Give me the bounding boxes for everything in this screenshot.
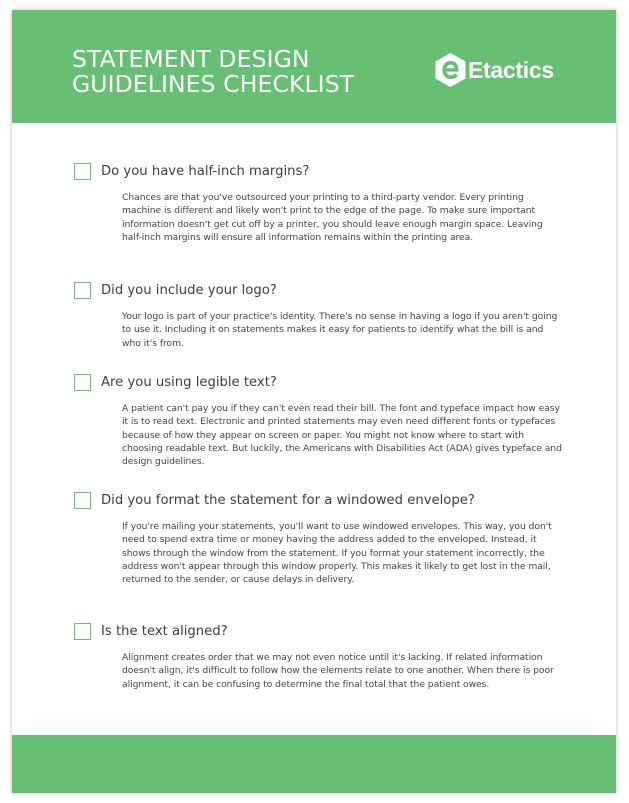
title-line-2: GUIDELINES CHECKLIST — [72, 70, 355, 98]
checklist-question: Is the text aligned? — [101, 624, 228, 639]
page-title — [72, 47, 354, 97]
checklist-answer: A patient can't pay you if they can't even read their bill. The font and typeface impact how easy it is to read text. Electronic and printed statements may even need different fonts or typefaces because of how they appear on screen or paper. You might not know where to start with choosing readable text. But luckily, the Americans with Disabilities Act (ADA) gives typeface and design guidelines. — [122, 403, 562, 468]
checklist-answer: Alignment creates order that we may not even notice until it's lacking. If related information doesn't align, it's difficult to follow how the elements relate to one another. When there is poor alignment, it can be confusing to determine the final total that the patient owes. — [122, 652, 554, 690]
checklist-answer: If you're mailing your statements, you'll want to use windowed envelopes. This way, you don't need to spend extra time or money having the address added to the enveloped. Instead, it shows through the window from the statement. If you format your statement incorrectly, the address won't appear through this window properly. This makes it likely to get lost in the mail, returned to the sender, or cause delays in delivery. — [122, 521, 552, 586]
checkbox[interactable] — [74, 623, 91, 640]
checklist-question: Did you format the statement for a windowed envelope? — [101, 493, 475, 508]
header-banner — [12, 10, 616, 123]
checklist-answer: Chances are that you've outsourced your printing to a third-party vendor. Every printing machine is different and likely won't print to the edge of the page. To make sure important information doesn't get cut off by a printer, you should leave enough margin space. Leaving half-inch margins will ensure all information remains within the printing area. — [122, 192, 543, 243]
checklist-question: Do you have half-inch margins? — [101, 164, 310, 179]
title-line-1: STATEMENT DESIGN — [72, 45, 310, 73]
checkbox[interactable] — [74, 492, 91, 509]
checklist-question: Did you include your logo? — [101, 283, 277, 298]
checkbox[interactable] — [74, 374, 91, 391]
hexagon-e-icon — [434, 52, 467, 88]
footer-banner — [12, 735, 616, 793]
checklist-page — [12, 10, 616, 793]
checkbox[interactable] — [74, 163, 91, 180]
checklist-question: Are you using legible text? — [101, 375, 277, 390]
etactics-logo — [434, 51, 554, 89]
checklist-answer: Your logo is part of your practice's identity. There's no sense in having a logo if you aren't going to use it. Including it on statements makes it easy for patients to identify what the bill is and who it's from. — [122, 311, 558, 349]
logo-wordmark: Etactics — [468, 56, 554, 83]
checkbox[interactable] — [74, 282, 91, 299]
